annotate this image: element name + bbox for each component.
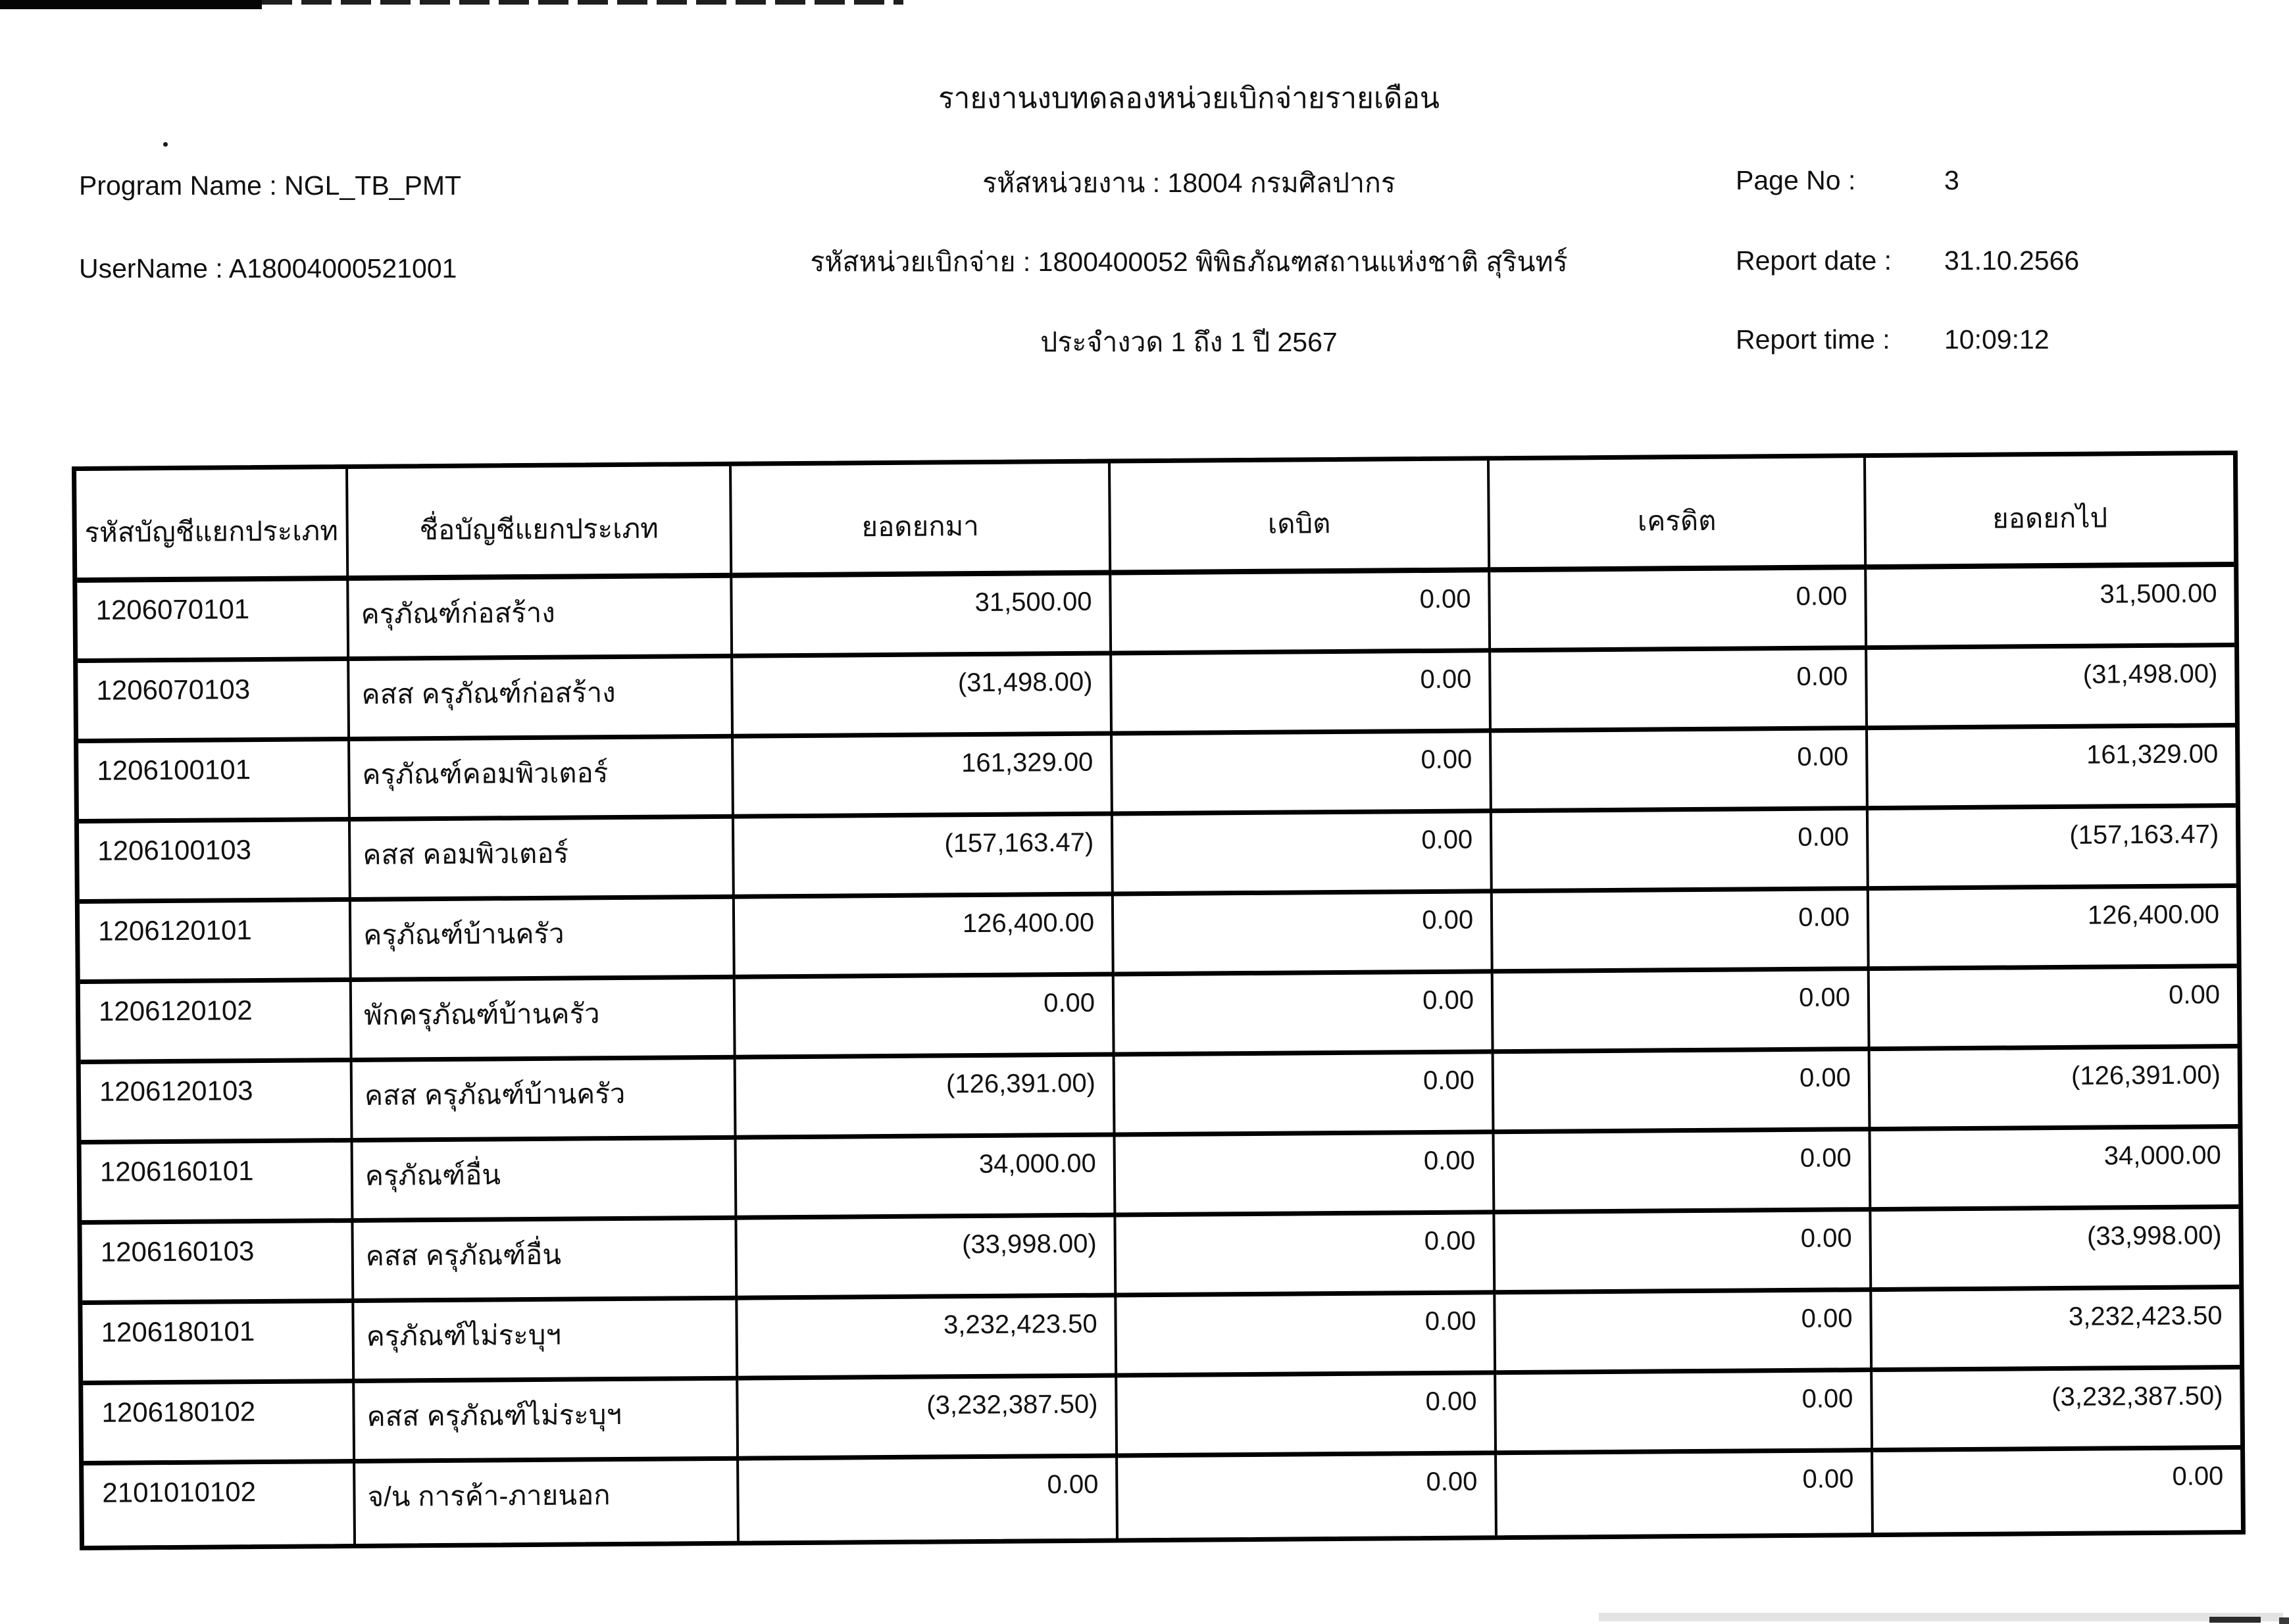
- cell-credit: 0.00: [1491, 650, 1868, 733]
- page-no-value: 3: [1944, 165, 1959, 195]
- cell-account-code: 1206070101: [77, 581, 349, 663]
- cell-credit: 0.00: [1496, 1372, 1873, 1455]
- cell-brought-forward: (33,998.00): [737, 1217, 1117, 1300]
- username-label: UserName :: [79, 253, 223, 283]
- cell-credit: 0.00: [1494, 1051, 1871, 1134]
- cell-carried-forward: 3,232,423.50: [1872, 1289, 2240, 1372]
- column-header-account-code: รหัสบัญชีแยกประเภท: [76, 469, 349, 583]
- cell-carried-forward: (33,998.00): [1871, 1209, 2239, 1292]
- cell-carried-forward: (31,498.00): [1867, 647, 2235, 730]
- program-name-value: NGL_TB_PMT: [284, 170, 462, 201]
- cell-brought-forward: 34,000.00: [737, 1137, 1117, 1219]
- cell-account-code: 1206120101: [80, 902, 352, 984]
- column-header-brought-forward: ยอดยกมา: [732, 464, 1111, 578]
- cell-carried-forward: 126,400.00: [1869, 888, 2237, 971]
- cell-carried-forward: (126,391.00): [1871, 1048, 2238, 1131]
- cell-debit: 0.00: [1115, 973, 1494, 1056]
- report-time-value: 10:09:12: [1944, 324, 2050, 355]
- scan-artifact-top-bar: [0, 0, 262, 9]
- trial-balance-table: [72, 451, 2246, 1550]
- program-name-line: [79, 172, 461, 199]
- scan-artifact-speck: [163, 142, 168, 147]
- cell-brought-forward: (31,498.00): [733, 656, 1113, 739]
- cell-account-name: พักครุภัณฑ์บ้านครัว: [352, 979, 736, 1062]
- cell-account-name: คสส ครุภัณฑ์ก่อสร้าง: [349, 658, 734, 741]
- cell-brought-forward: 0.00: [739, 1458, 1119, 1540]
- cell-account-code: 1206160103: [82, 1223, 354, 1305]
- cell-debit: 0.00: [1117, 1294, 1496, 1377]
- cell-debit: 0.00: [1113, 733, 1492, 816]
- cell-account-name: ครุภัณฑ์คอมพิวเตอร์: [350, 739, 734, 822]
- cell-credit: 0.00: [1492, 810, 1869, 893]
- cell-account-name: ครุภัณฑ์ไม่ระบุฯ: [354, 1300, 738, 1383]
- cell-brought-forward: 126,400.00: [735, 896, 1115, 979]
- cell-brought-forward: 31,500.00: [732, 576, 1112, 658]
- cell-carried-forward: 34,000.00: [1871, 1129, 2238, 1212]
- cell-account-name: ครุภัณฑ์บ้านครัว: [351, 899, 736, 982]
- report-date-value: 31.10.2566: [1944, 245, 2080, 276]
- disbursement-unit-value: 1800400052 พิพิธภัณฑสถานแห่งชาติ สุรินทร์: [1038, 247, 1568, 277]
- cell-debit: 0.00: [1111, 572, 1491, 655]
- program-name-label: Program Name :: [79, 170, 277, 201]
- cell-account-code: 1206100101: [78, 741, 351, 824]
- cell-account-name: จ/น การค้า-ภายนอก: [355, 1461, 740, 1544]
- cell-credit: 0.00: [1495, 1212, 1872, 1294]
- cell-account-code: 2101010102: [84, 1464, 356, 1546]
- cell-credit: 0.00: [1494, 971, 1871, 1054]
- cell-account-code: 1206070103: [78, 661, 350, 743]
- column-header-credit: เครดิต: [1490, 458, 1867, 572]
- agency-label: รหัสหน่วยงาน :: [982, 168, 1161, 198]
- cell-carried-forward: 0.00: [1870, 968, 2238, 1051]
- cell-brought-forward: (3,232,387.50): [738, 1377, 1118, 1460]
- cell-credit: 0.00: [1496, 1292, 1873, 1375]
- cell-carried-forward: 31,500.00: [1867, 567, 2234, 650]
- agency-value: 18004 กรมศิลปากร: [1167, 168, 1396, 198]
- cell-account-code: 1206120103: [81, 1062, 353, 1144]
- cell-brought-forward: (126,391.00): [736, 1056, 1116, 1139]
- scan-artifact-bottom-dash: [2209, 1617, 2261, 1623]
- cell-account-code: 1206100103: [79, 822, 351, 904]
- page-title: รายงานงบทดลองหน่วยเบิกจ่ายรายเดือน: [938, 82, 1440, 114]
- cell-carried-forward: (3,232,387.50): [1873, 1369, 2240, 1452]
- cell-carried-forward: 161,329.00: [1868, 727, 2236, 810]
- cell-debit: 0.00: [1118, 1455, 1497, 1538]
- cell-brought-forward: 0.00: [736, 976, 1115, 1059]
- cell-debit: 0.00: [1112, 652, 1492, 735]
- agency-line: [982, 170, 1396, 197]
- cell-account-code: 1206180101: [82, 1303, 355, 1385]
- cell-debit: 0.00: [1116, 1214, 1496, 1297]
- scan-artifact-top-streak: [262, 0, 903, 5]
- disbursement-unit-line: [810, 249, 1567, 276]
- cell-credit: 0.00: [1493, 891, 1870, 973]
- cell-credit: 0.00: [1492, 730, 1869, 813]
- cell-account-name: ครุภัณฑ์ก่อสร้าง: [349, 578, 733, 661]
- column-header-carried-forward: ยอดยกไป: [1866, 455, 2234, 570]
- cell-account-name: คสส ครุภัณฑ์บ้านครัว: [353, 1060, 737, 1143]
- disbursement-unit-label: รหัสหน่วยเบิกจ่าย :: [810, 247, 1031, 277]
- scan-artifact-bottom-edge: [2279, 1617, 2289, 1624]
- cell-brought-forward: (157,163.47): [734, 816, 1114, 898]
- report-date-label: Report date :: [1736, 245, 1892, 276]
- cell-debit: 0.00: [1115, 1054, 1495, 1137]
- cell-account-code: 1206120102: [80, 982, 353, 1064]
- report-time-label: Report time :: [1736, 324, 1890, 355]
- cell-account-code: 1206180102: [83, 1383, 355, 1465]
- cell-debit: 0.00: [1114, 893, 1494, 976]
- cell-account-name: ครุภัณฑ์อื่น: [353, 1140, 738, 1223]
- cell-debit: 0.00: [1113, 813, 1493, 896]
- cell-account-name: คสส ครุภัณฑ์ไม่ระบุฯ: [355, 1381, 739, 1464]
- page-no-label: Page No :: [1736, 165, 1856, 195]
- column-header-account-name: ชื่อบัญชีแยกประเภท: [348, 466, 732, 581]
- cell-carried-forward: (157,163.47): [1869, 808, 2236, 891]
- period-line: ประจำงวด 1 ถึง 1 ปี 2567: [1040, 327, 1338, 357]
- cell-brought-forward: 161,329.00: [734, 736, 1113, 819]
- cell-debit: 0.00: [1116, 1134, 1496, 1217]
- cell-credit: 0.00: [1497, 1452, 1874, 1535]
- column-header-debit: เดบิต: [1111, 460, 1490, 575]
- cell-credit: 0.00: [1495, 1131, 1872, 1214]
- username-value: A18004000521001: [228, 253, 457, 283]
- username-line: [79, 255, 457, 282]
- cell-account-name: คสส คอมพิวเตอร์: [351, 819, 735, 902]
- cell-credit: 0.00: [1490, 570, 1867, 652]
- cell-account-code: 1206160101: [82, 1143, 354, 1225]
- scan-artifact-bottom-smudge: [1599, 1613, 2283, 1621]
- cell-brought-forward: 3,232,423.50: [738, 1297, 1117, 1380]
- cell-carried-forward: 0.00: [2172, 1462, 2224, 1491]
- cell-account-name: คสส ครุภัณฑ์อื่น: [353, 1220, 738, 1303]
- cell-debit: 0.00: [1117, 1375, 1497, 1458]
